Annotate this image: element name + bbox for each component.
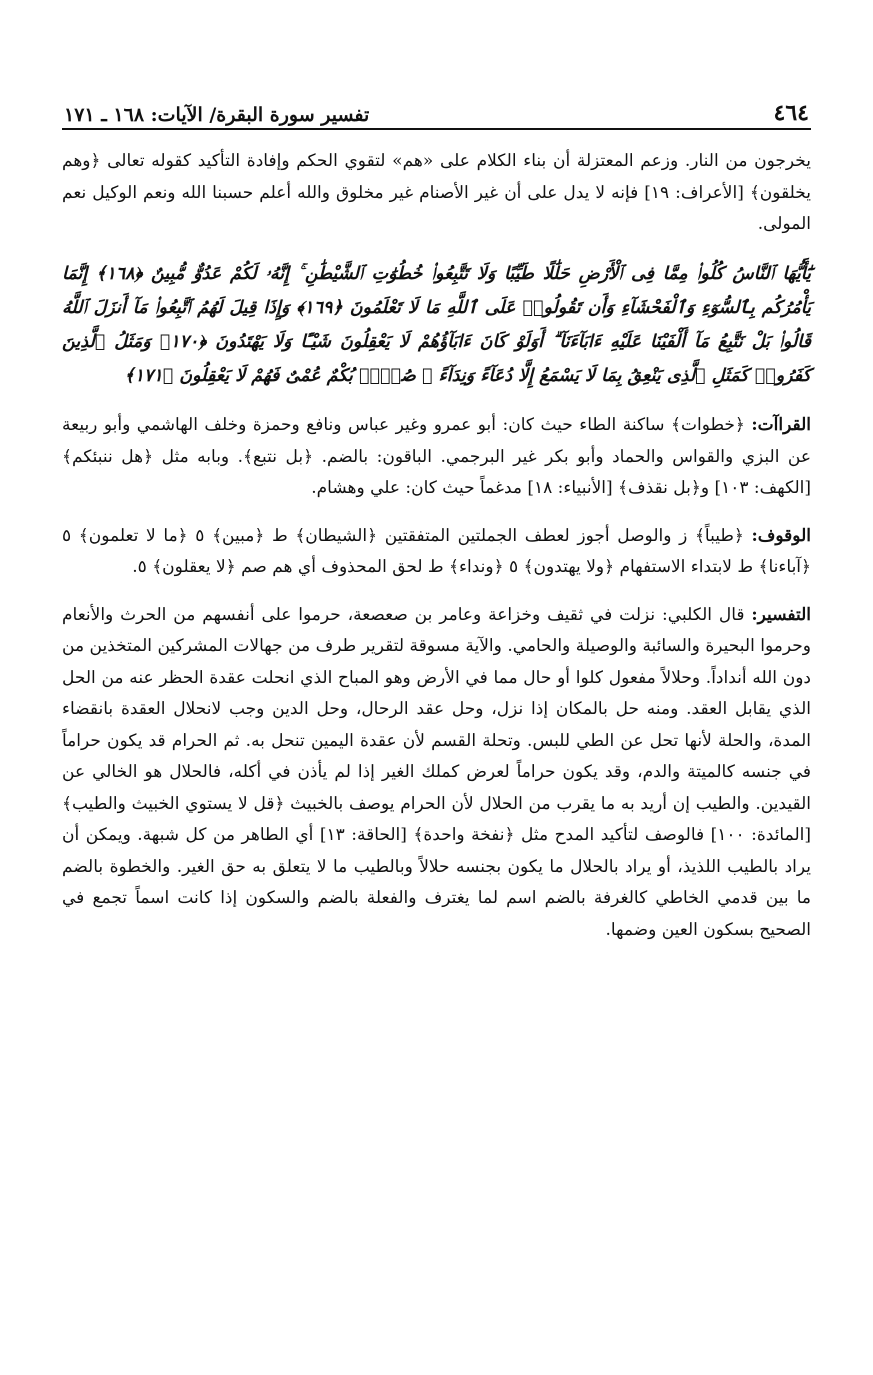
pauses-text: ﴿طيباً﴾ ز والوصل أجوز لعطف الجملتين المتفقتين ﴿الشيطان﴾ ط ﴿مبين﴾ ٥ ﴿ما لا تعلمون﴾ ٥ ﴿آباءنا﴾ ط لابتداء الاستفهام ﴿ولا يهتدون﴾ ٥ ﴿ونداء﴾ ط لحق المحذوف أي هم صم ﴿لا يعقلون﴾ ٥. <box>62 525 811 577</box>
readings-text: ﴿خطوات﴾ ساكنة الطاء حيث كان: أبو عمرو وغير عباس ونافع وحمزة وخلف الهاشمي وأبو ربيعة عن البزي والقواس والحماد وأبو بكر غير البرجمي. الباقون: بالضم. ﴿بل نتبع﴾. وبابه مثل ﴿هل ننبئكم﴾ [الكهف: ١٠٣] و﴿بل نقذف﴾ [الأنبياء: ١٨] مدغماً حيث كان: علي وهشام. <box>62 415 811 498</box>
readings-paragraph <box>62 410 811 505</box>
running-header <box>62 90 811 130</box>
intro-paragraph: يخرجون من النار. وزعم المعتزلة أن بناء الكلام على «هم» لتقوي الحكم وإفادة التأكيد كقوله تعالى ﴿وهم يخلقون﴾ [الأعراف: ١٩] فإنه لا يدل على أن غير الأصنام غير مخلوق والله أعلم حسبنا الله ونعم الوكيل نعم المولى. <box>62 151 812 234</box>
page-number: ٤٦٤ <box>773 100 809 126</box>
pauses-paragraph <box>62 521 811 584</box>
tafsir-label: التفسير: <box>751 604 811 625</box>
tafsir-text: قال الكلبي: نزلت في ثقيف وخزاعة وعامر بن صعصعة، حرموا على أنفسهم من الحرث والأنعام وحرموا البحيرة والسائبة والوصيلة والحامي. والآية مسوقة لتقرير طرف من جهالات المشركين المتخذين من دون الله أنداداً. وحلالاً مفعول كلوا أو حال مما في الأرض وهو المباح الذي انحلت عقدة الحظر عنه من الحل الذي يقابل العقد. ومنه حل بالمكان إذا نزل، وحل عقد الرحال، وحل الدين وجب لانحلال العقدة بانقضاء المدة، والحلة لأنها تحل عن الطي للبس. وتحلة القسم لأن عقدة اليمين تنحل به. ثم الحرام قد يكون حراماً في جنسه كالميتة والدم، وقد يكون حراماً لعرض كملك الغير إذا لم يأذن في أكله، فالحلال هو الخالي عن القيدين. والطيب إن أريد به ما يقرب من الحلال لأن الحرام يوصف بالخبيث ﴿قل لا يستوي الخبيث والطيب﴾ [المائدة: ١٠٠] فالوصف لتأكيد المدح مثل ﴿نفخة واحدة﴾ [الحاقة: ١٣] أي الطاهر من كل شبهة. ويمكن أن يراد بالطيب اللذيذ، أو يراد بالحلال ما يكون بجنسه حلالاً وبالطيب ما لا يتعلق به حق الغير. والخطوة بالضم ما بين قدمي الخاطي كالغرفة بالضم اسم لما يغترف والفعلة بالضم والسكون إذا كانت اسماً تجمع في الصحيح بسكون العين وضمها. <box>62 604 811 940</box>
page <box>62 90 811 1355</box>
readings-label: القراآت: <box>751 415 811 435</box>
pauses-label: الوقوف: <box>751 525 811 546</box>
quran-verses: يَٰٓأَيُّهَا ٱلنَّاسُ كُلُوا۟ مِمَّا فِى ٱلْأَرْضِ حَلَٰلًا طَيِّبًا وَلَا تَتَّبِعُوا۟ خُطُوَٰتِ ٱلشَّيْطَٰنِ ۚ إِنَّهُۥ لَكُمْ عَدُوٌّ مُّبِينٌ ﴿١٦٨﴾ إِنَّمَا يَأْمُرُكُم بِٱلسُّوٓءِ وَٱلْفَحْشَآءِ وَأَن تَقُولُوا۟ عَلَى ٱللَّهِ مَا لَا تَعْلَمُونَ ﴿١٦٩﴾ وَإِذَا قِيلَ لَهُمُ ٱتَّبِعُوا۟ مَآ أَنزَلَ ٱللَّهُ قَالُوا۟ بَلْ نَتَّبِعُ مَآ أَلْفَيْنَا عَلَيْهِ ءَابَآءَنَآ ۗ أَوَلَوْ كَانَ ءَابَآؤُهُمْ لَا يَعْقِلُونَ شَيْـًٔا وَلَا يَهْتَدُونَ ﴿١٧٠﴾ وَمَثَلُ ٱلَّذِينَ كَفَرُوا۟ كَمَثَلِ ٱلَّذِى يَنْعِقُ بِمَا لَا يَسْمَعُ إِلَّا دُعَآءً وَنِدَآءً ۚ صُمٌّۢ بُكْمٌ عُمْىٌ فَهُمْ لَا يَعْقِلُونَ ﴿١٧١﴾ <box>62 263 812 386</box>
header-title: تفسير سورة البقرة/ الآيات: ١٦٨ ـ ١٧١ <box>64 104 370 126</box>
tafsir-paragraph <box>62 600 811 947</box>
